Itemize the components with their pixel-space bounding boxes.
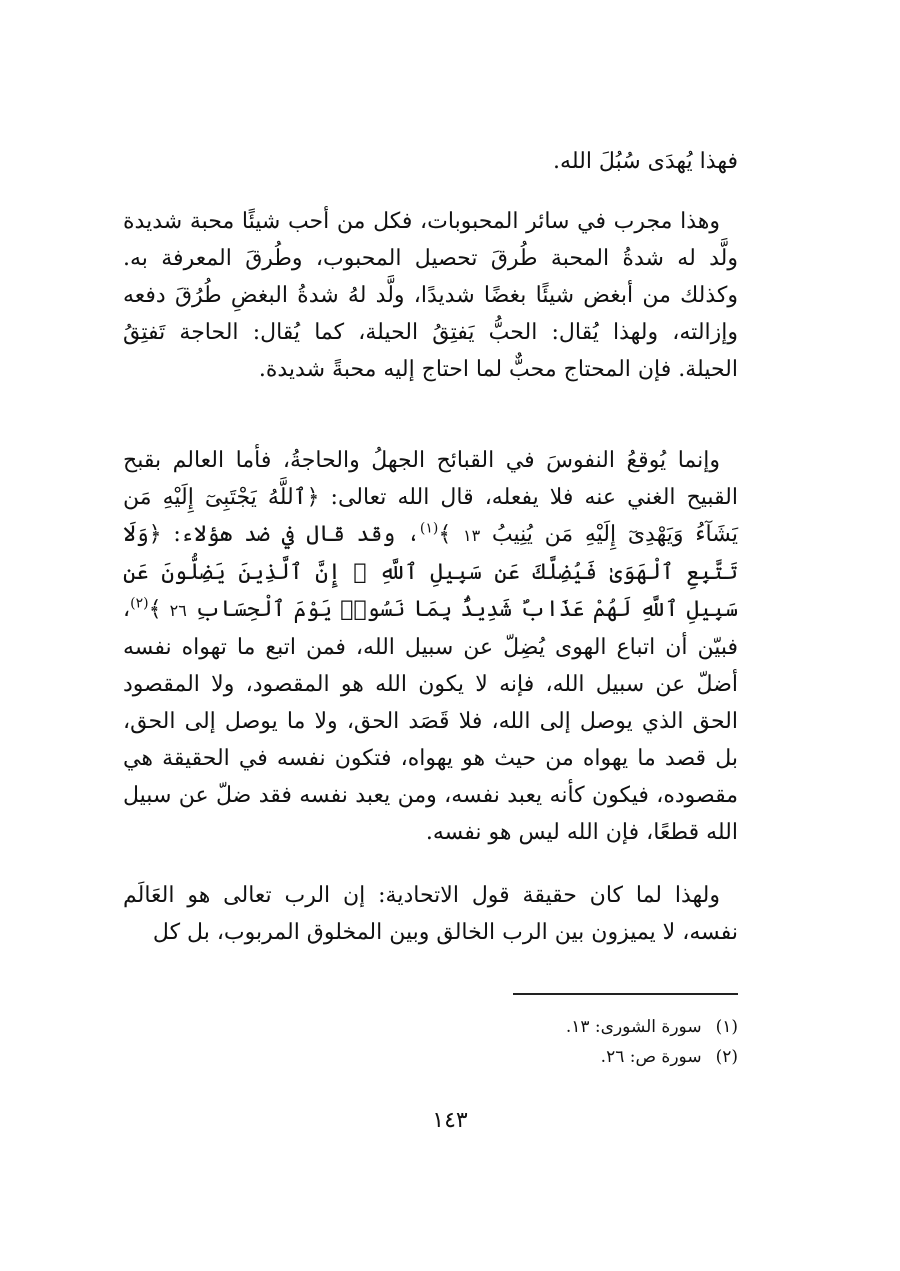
intro-paragraph xyxy=(123,143,738,180)
quran-verse-shura: ٱللَّهُ يَجْتَبِىٓ إِلَيْهِ مَن يَشَآءُ وَيَهْدِىٓ إِلَيْهِ مَن يُنِيبُ xyxy=(123,485,739,547)
footnote-divider xyxy=(513,993,738,995)
verse-close-bracket: ﴾ xyxy=(438,522,452,547)
footnote-text: سورة ص: ٢٦. xyxy=(600,1047,702,1067)
verse-open-bracket: ﴿ xyxy=(148,522,162,547)
desire-paragraph xyxy=(123,442,738,851)
paragraph-text: فهذا يُهدَى سُبُلَ الله. xyxy=(553,149,738,174)
ayah-number-mark: ١٣ xyxy=(462,526,481,545)
footnote-text: سورة الشورى: ١٣. xyxy=(565,1017,702,1037)
page-number: ١٤٣ xyxy=(432,1108,468,1133)
footnotes xyxy=(500,1012,738,1072)
footnote-item xyxy=(500,1012,738,1042)
paragraph-with-verses xyxy=(123,442,738,851)
verse-close-bracket: ﴾ xyxy=(148,597,162,622)
love-paragraph xyxy=(123,203,738,388)
footnote-reference: (٢) xyxy=(130,595,149,612)
footnote-reference: (١) xyxy=(419,520,439,537)
footnote-item xyxy=(500,1042,738,1072)
footnote-number: (١) xyxy=(715,1017,738,1037)
footnote-number: (٢) xyxy=(715,1047,738,1067)
paragraph-text: ، وقد قال في ضد هؤلاء: xyxy=(161,522,420,547)
ayah-number-mark: ٢٦ xyxy=(169,601,187,620)
quran-verse-sad: وَلَا تَتَّبِعِ ٱلْهَوَىٰ فَيُضِلَّكَ عَن سَبِيلِ ٱللَّهِ ۚ إِنَّ ٱلَّذِينَ يَضِلُّونَ عَن سَبِيلِ ٱللَّهِ لَهُمْ عَذَابٌ شَدِيدٌۢ بِمَا نَسُوا۟ يَوْمَ ٱلْحِسَابِ xyxy=(123,522,739,622)
paragraph-text: وإنما يُوقعُ النفوسَ في القبائح الجهلُ والحاجةُ، فأما العالم بقبح القبيح الغني عنه فلا يفعله، قال الله تعالى: xyxy=(123,448,739,510)
paragraph-text: ولهذا لما كان حقيقة قول الاتحادية: إن الرب تعالى هو العَالَم نفسه، لا يميزون بين الرب الخالق وبين المخلوق المربوب، بل كل xyxy=(123,883,738,945)
paragraph-text: ، فبيّن أن اتباع الهوى يُضِلّ عن سبيل الله، فمن اتبع ما تهواه نفسه أضلّ عن سبيل الله، فإنه لا يكون الله هو المقصود، ولا المقصود الحق الذي يوصل إلى الله، فلا قَصَد الحق، ولا ما يوصل إلى الحق، بل قصد ما يهواه من حيث هو يهواه، فتكون نفسه في الحقيقة هي مقصوده، فيكون كأنه يعبد نفسه، ومن يعبد نفسه فقد ضلّ عن سبيل الله قطعًا، فإن الله ليس هو نفسه. xyxy=(123,597,738,845)
paragraph-text: وهذا مجرب في سائر المحبوبات، فكل من أحب شيئًا محبة شديدة ولَّد له شدةُ المحبة طُرقَ تحصيل المحبوب، وطُرقَ المعرفة به. وكذلك من أبغض شيئًا بغضًا شديدًا، ولَّد لهُ شدةُ البغضِ طُرُقَ دفعه وإزالته، ولهذا يُقال: الحبُّ يَفتِقُ الحيلة، كما يُقال: الحاجة تَفتِقُ الحيلة. فإن المحتاج محبٌّ لما احتاج إليه محبةً شديدة. xyxy=(123,209,738,382)
verse-open-bracket: ﴿ xyxy=(306,485,320,510)
ittihadiyya-paragraph xyxy=(123,877,738,951)
